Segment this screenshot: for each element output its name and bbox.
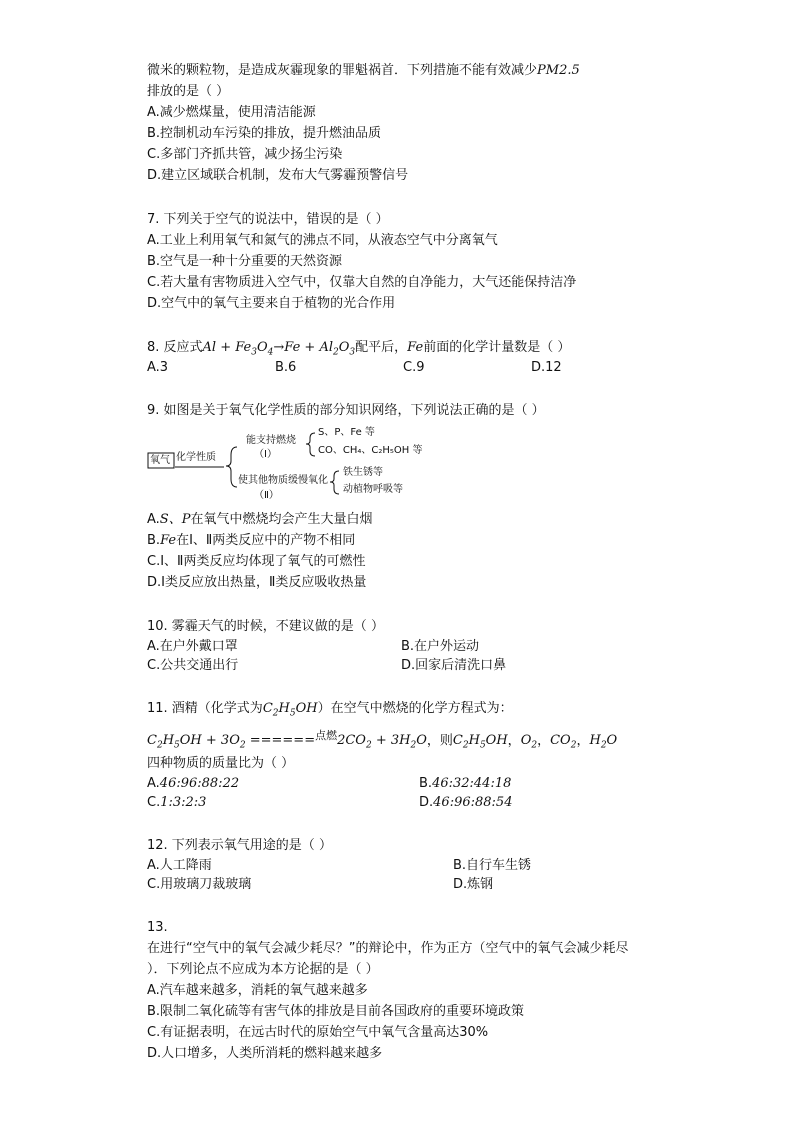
q11-option-d: D.46:96:88:54: [419, 795, 513, 810]
q10-stem: 10. 雾霾天气的时候，不建议做的是（ ）: [147, 619, 384, 634]
q8-options: [147, 358, 617, 377]
q9-option-b: B.Fe在Ⅰ、Ⅱ两类反应中的产物不相同: [147, 533, 356, 548]
q11-equation: $C_2H_5OH + 3O_2 ======^{点燃}2CO_2 + 3H_2O$，则$C_2H_5OH$，$O_2$，$CO_2$，$H_2O$: [147, 729, 618, 751]
q10-options-row2: [147, 656, 617, 675]
q10-option-d: D.回家后清洗口鼻: [401, 658, 507, 673]
q7-option-c: C.若大量有害物质进入空气中，仅靠大自然的自净能力，大气还能保持洁净: [147, 275, 577, 290]
q11-line3: 四种物质的质量比为（ ）: [147, 756, 295, 771]
q7-option-d: D.空气中的氧气主要来自于植物的光合作用: [147, 296, 396, 311]
q12-options-row1: [147, 856, 617, 875]
q9-stem: 9. 如图是关于氧气化学性质的部分知识网络，下列说法正确的是（ ）: [147, 403, 545, 418]
q12-option-c: C.用玻璃刀裁玻璃: [147, 877, 252, 892]
diagram-upper: 能支持燃烧: [246, 435, 296, 446]
q13-option-a: A.汽车越来越多，消耗的氧气越来越多: [147, 983, 368, 998]
q9-option-a: A.S、P在氧气中燃烧均会产生大量白烟: [147, 512, 373, 527]
q6-option-d: D.建立区域联合机制，发布大气雾霾预警信号: [147, 168, 409, 183]
q13-number: 13.: [147, 920, 168, 935]
q6-line1: 微米的颗粒物，是造成灰霾现象的罪魁祸首．下列措施不能有效减少PM2.5: [147, 63, 580, 78]
q10-option-b: B.在户外运动: [401, 639, 480, 654]
q13-option-d: D.人口增多，人类所消耗的燃料越来越多: [147, 1046, 383, 1061]
q6-line2: 排放的是（ ）: [147, 84, 230, 99]
q11-options-row1: [147, 774, 617, 793]
diagram-upper-item-2: CO、CH₄、C₂H₅OH 等: [318, 445, 423, 456]
q8-option-c: C.9: [403, 360, 425, 375]
q6-option-a: A.减少燃煤量，使用清洁能源: [147, 105, 316, 120]
q8-option-d: D.12: [531, 360, 562, 375]
q12-option-d: D.炼钢: [453, 877, 494, 892]
q12-options-row2: [147, 875, 617, 894]
q8-option-b: B.6: [275, 360, 297, 375]
q6-option-b: B.控制机动车污染的排放，提升燃油品质: [147, 126, 382, 141]
q11-option-a: A.46:96:88:22: [147, 776, 240, 791]
q9-option-d: D.Ⅰ类反应放出热量，Ⅱ类反应吸收热量: [147, 575, 367, 590]
q13-line1: 在进行“空气中的氧气会减少耗尽？”的辩论中，作为正方（空气中的氧气会减少耗尽: [147, 941, 629, 956]
q9-option-c: C.Ⅰ、Ⅱ两类反应均体现了氧气的可燃性: [147, 554, 366, 569]
q7-option-b: B.空气是一种十分重要的天然资源: [147, 254, 343, 269]
diagram-root: 氧气: [150, 455, 170, 466]
q7-stem: 7. 下列关于空气的说法中，错误的是（ ）: [147, 212, 389, 227]
q11-stem: 11. 酒精（化学式为$C_2H_5OH$）在空气中燃烧的化学方程式为：: [147, 701, 513, 719]
q8-equation: $Al + Fe_3O_4\to Fe + Al_2O_3$: [202, 340, 356, 358]
q11-options-row2: [147, 793, 617, 812]
q11-option-c: C.1:3:2:3: [147, 795, 207, 810]
q10-options-row1: [147, 637, 617, 656]
q13-option-c: C.有证据表明，在远古时代的原始空气中氧气含量高达30%: [147, 1025, 489, 1040]
q12-option-b: B.自行车生锈: [453, 858, 532, 873]
diagram-branch: 化学性质: [176, 452, 216, 463]
oxygen-knowledge-diagram: [147, 429, 617, 507]
diagram-upper-num: （Ⅰ）: [254, 449, 277, 460]
q8-option-a: A.3: [147, 360, 169, 375]
q11-option-b: B.46:32:44:18: [419, 776, 512, 791]
q7-option-a: A.工业上利用氧气和氮气的沸点不同，从液态空气中分离氧气: [147, 233, 498, 248]
diagram-lower-item-1: 铁生锈等: [343, 467, 383, 478]
diagram-lower-num: （Ⅱ）: [254, 490, 279, 501]
q13-line2: ）．下列论点不应成为本方论据的是（ ）: [147, 962, 379, 977]
diagram-lower: 使其他物质缓慢氧化: [238, 475, 328, 486]
diagram-lower-item-2: 动植物呼吸等: [343, 484, 403, 495]
exam-page: [147, 60, 629, 1064]
q13-option-b: B.限制二氧化硫等有害气体的排放是目前各国政府的重要环境政策: [147, 1004, 525, 1019]
q6-option-c: C.多部门齐抓共管，减少扬尘污染: [147, 147, 343, 162]
diagram-upper-item-1: S、P、Fe 等: [318, 427, 375, 438]
q12-option-a: A.人工降雨: [147, 858, 212, 873]
q8-stem: 8. 反应式$Al + Fe_3O_4\to Fe + Al_2O_3$配平后，Fe前面的化学计量数是（ ）: [147, 340, 571, 358]
q12-stem: 12. 下列表示氧气用途的是（ ）: [147, 838, 332, 853]
q10-option-c: C.公共交通出行: [147, 658, 239, 673]
q10-option-a: A.在户外戴口罩: [147, 639, 238, 654]
